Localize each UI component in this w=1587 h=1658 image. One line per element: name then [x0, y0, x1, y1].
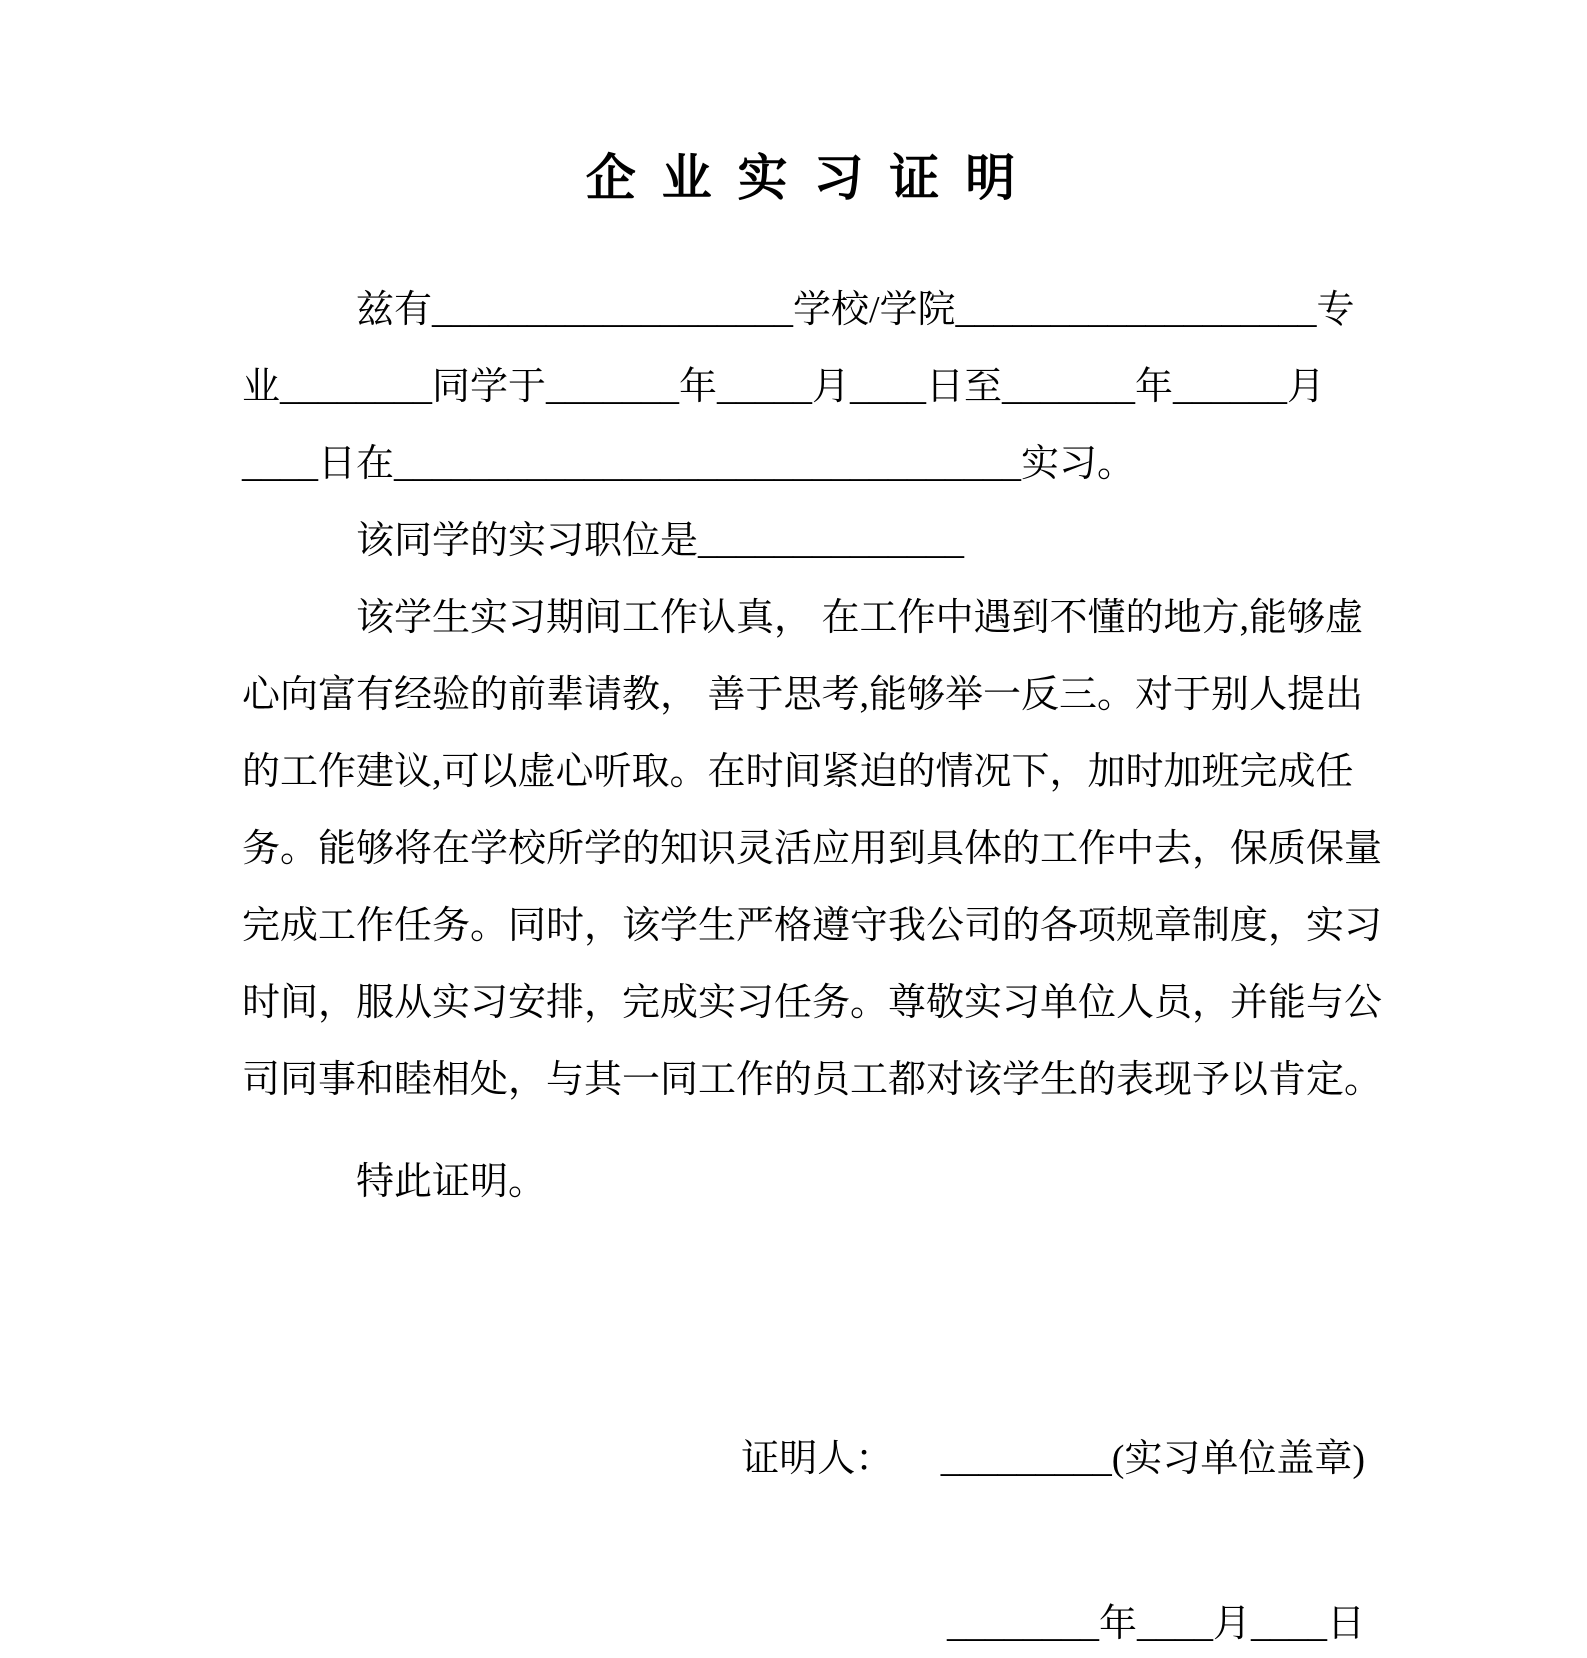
line-internship-position: 该同学的实习职位是______________ — [356, 520, 965, 562]
document-body — [242, 272, 1383, 1119]
line-evaluation-6: 时间，服从实习安排，完成实习任务。尊敬实习单位人员，并能与公 — [242, 982, 1383, 1024]
closing-statement: 特此证明。 — [356, 1161, 547, 1203]
line-internship-company: ____日在_________________________________实习。 — [242, 443, 1136, 485]
line-student-school: 兹有___________________学校/学院___________________专 — [356, 289, 1355, 331]
line-evaluation-2: 心向富有经验的前辈请教， 善于思考,能够举一反三。对于别人提出 — [242, 674, 1364, 716]
certifier-signature-line: 证明人： _________(实习单位盖章) — [741, 1438, 1365, 1480]
date-line: ________年____月____日 — [946, 1603, 1365, 1645]
line-evaluation-5: 完成工作任务。同时，该学生严格遵守我公司的各项规章制度，实习 — [242, 905, 1383, 947]
line-internship-dates: 业________同学于_______年_____月____日至_______年______月 — [242, 366, 1326, 408]
line-evaluation-4: 务。能够将在学校所学的知识灵活应用到具体的工作中去，保质保量 — [242, 828, 1383, 870]
line-evaluation-1: 该学生实习期间工作认真， 在工作中遇到不懂的地方,能够虚 — [356, 597, 1364, 639]
line-evaluation-7: 司同事和睦相处，与其一同工作的员工都对该学生的表现予以肯定。 — [242, 1059, 1383, 1101]
document-title: 企 业 实 习 证 明 — [585, 150, 1022, 206]
line-evaluation-3: 的工作建议,可以虚心听取。在时间紧迫的情况下，加时加班完成任 — [242, 751, 1354, 793]
